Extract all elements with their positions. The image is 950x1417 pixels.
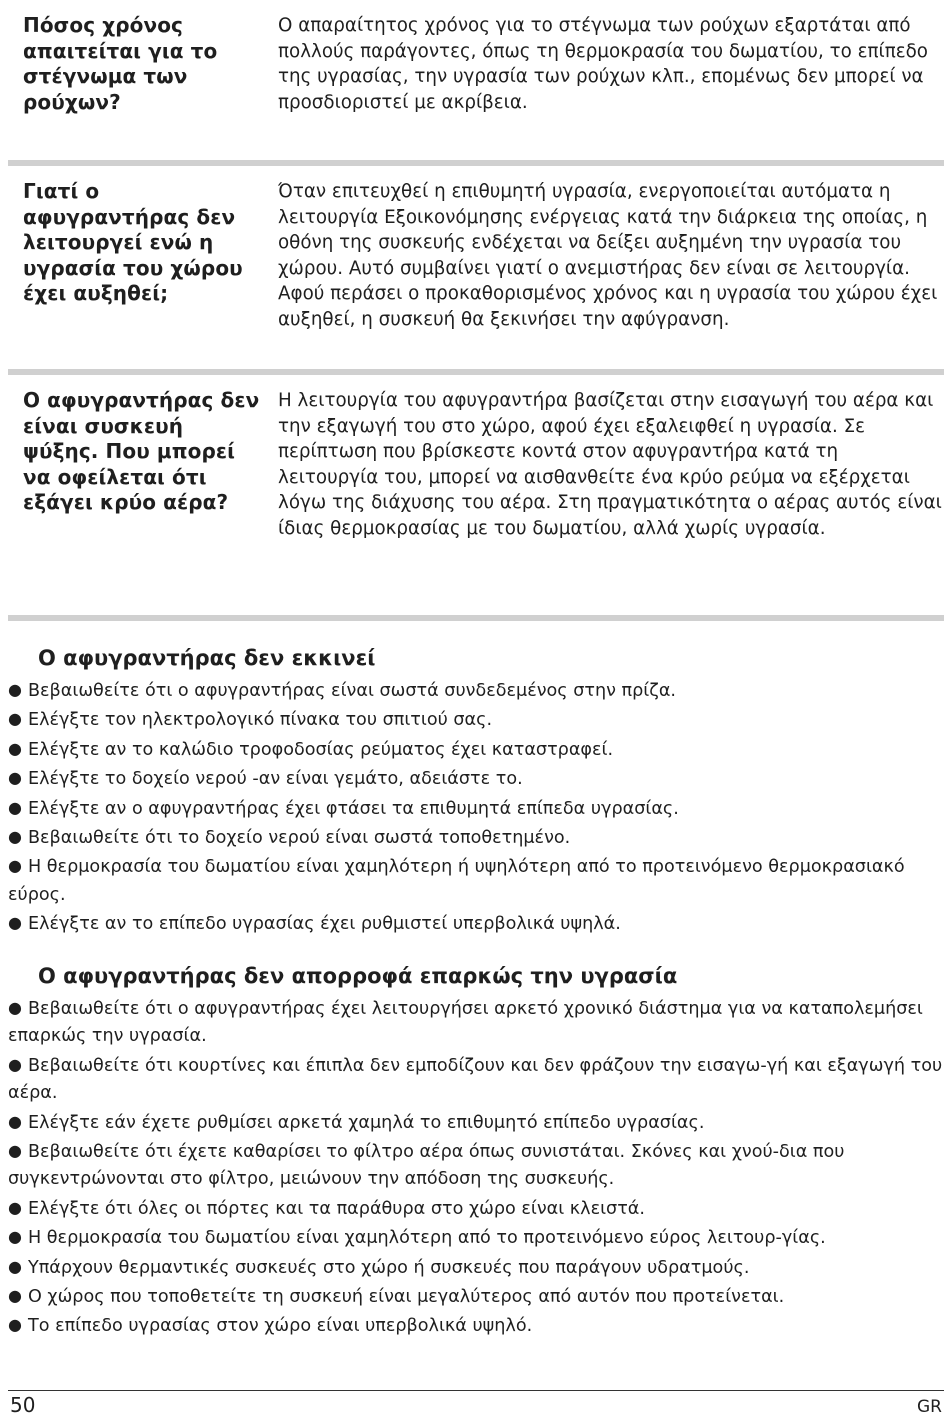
checklist-item-text: Υπάρχουν θερμαντικές συσκευές στο χώρο ή συσκευές που παράγουν υδρατμούς. bbox=[27, 1257, 750, 1278]
footer-divider bbox=[8, 1390, 944, 1391]
faq-row bbox=[8, 0, 944, 166]
checklist-item-text: Ελέγξτε αν ο αφυγραντήρας έχει φτάσει τα επιθυμητά επίπεδα υγρασίας. bbox=[27, 798, 679, 819]
checklist-item-text: Ελέγξτε τον ηλεκτρολογικό πίνακα του σπιτιού σας. bbox=[27, 710, 493, 731]
checklist-item bbox=[8, 1253, 946, 1282]
checklist-item-text: Βεβαιωθείτε ότι το δοχείο νερού είναι σωστά τοποθετημένο. bbox=[27, 828, 571, 849]
troubleshooting-section-not-starting bbox=[8, 644, 946, 939]
checklist-item bbox=[8, 994, 946, 1051]
checklist-item bbox=[8, 1282, 946, 1311]
checklist-item-text: Βεβαιωθείτε ότι έχετε καθαρίσει το φίλτρο αέρα όπως συνιστάται. Σκόνες και χνού-δια που συγκεντρώνονται στο φίλτρο, μειώνουν την απόδοση της συσκευής. bbox=[8, 1142, 845, 1190]
section-heading: Ο αφυγραντήρας δεν απορροφά επαρκώς την υγρασία bbox=[38, 964, 678, 988]
bullet-icon: ● bbox=[8, 768, 22, 788]
checklist-item-text: Βεβαιωθείτε ότι κουρτίνες και έπιπλα δεν εμποδίζουν και δεν φράζουν την εισαγω-γή και εξαγωγή του αέρα. bbox=[8, 1055, 943, 1104]
faq-question: Πόσος χρόνος απαιτείται για το στέγνωμα των ρούχων? bbox=[23, 13, 218, 114]
bullet-icon: ● bbox=[8, 856, 22, 876]
checklist bbox=[8, 994, 946, 1341]
checklist-item bbox=[8, 1108, 946, 1137]
bullet-icon: ● bbox=[8, 1256, 22, 1276]
checklist-item-text: Ελέγξτε εάν έχετε ρυθμίσει αρκετά χαμηλά το επιθυμητό επίπεδο υγρασίας. bbox=[27, 1112, 705, 1133]
bullet-icon: ● bbox=[8, 1054, 22, 1074]
checklist-item bbox=[8, 1137, 946, 1194]
faq-question: Ο αφυγραντήρας δεν είναι συσκευή ψύξης. Που μπορεί να οφείλεται ότι εξάγει κρύο αέρα? bbox=[23, 388, 260, 514]
bullet-icon: ● bbox=[8, 680, 22, 699]
bullet-icon: ● bbox=[8, 738, 22, 758]
bullet-icon: ● bbox=[8, 1227, 22, 1247]
section-heading: Ο αφυγραντήρας δεν εκκινεί bbox=[38, 646, 376, 670]
bullet-icon: ● bbox=[8, 998, 22, 1017]
checklist-item bbox=[8, 676, 946, 705]
faq-answer: Όταν επιτευχθεί η επιθυμητή υγρασία, ενεργοποιείται αυτόματα η λειτουργία Εξοικονόμησης ενέργειας κατά την διάρκεια της οποίας, η οθόνη της συσκευής ενδέχεται να δείξει αυξημένη την υγρασία του χώρου. Αυτό συμβαίνει γιατί ο ανεμιστήρας δεν είναι σε λειτουργία. Αφού περάσει ο προκαθορισμένος χρόνος και η υγρασία του χώρου έχει αυξηθεί, η συσκευή θα ξεκινήσει την αφύγρανση. bbox=[278, 181, 938, 330]
checklist-item bbox=[8, 764, 946, 793]
checklist-item-text: Ο χώρος που τοποθετείτε τη συσκευή είναι μεγαλύτερος από αυτόν που προτείνεται. bbox=[27, 1287, 785, 1308]
bullet-icon: ● bbox=[8, 797, 22, 817]
checklist-item bbox=[8, 735, 946, 764]
troubleshooting-section-low-absorption bbox=[8, 962, 946, 1341]
bullet-icon: ● bbox=[8, 709, 22, 729]
checklist-item bbox=[8, 1194, 946, 1223]
bullet-icon: ● bbox=[8, 1197, 22, 1217]
faq-row bbox=[8, 166, 944, 375]
checklist-item-text: Βεβαιωθείτε ότι ο αφυγραντήρας είναι σωστά συνδεδεμένος στην πρίζα. bbox=[27, 681, 677, 701]
bullet-icon: ● bbox=[8, 1286, 22, 1306]
checklist-item-text: Ελέγξτε ότι όλες οι πόρτες και τα παράθυρα στο χώρο είναι κλειστά. bbox=[27, 1198, 645, 1219]
checklist-item-text: Ελέγξτε αν το επίπεδο υγρασίας έχει ρυθμιστεί υπερβολικά υψηλά. bbox=[27, 914, 621, 935]
checklist-item-text: Βεβαιωθείτε ότι ο αφυγραντήρας έχει λειτουργήσει αρκετό χρονικό διάστημα για να καταπολεμήσει επαρκώς την υγρασία. bbox=[8, 999, 923, 1047]
checklist-item-text: Ελέγξτε το δοχείο νερού -αν είναι γεμάτο, αδειάστε το. bbox=[27, 769, 523, 790]
bullet-icon: ● bbox=[8, 827, 22, 847]
checklist-item-text: Η θερμοκρασία του δωματίου είναι χαμηλότερη από το προτεινόμενο εύρος λειτουρ-γίας. bbox=[27, 1228, 826, 1249]
faq-answer: Η λειτουργία του αφυγραντήρα βασίζεται στην εισαγωγή του αέρα και την εξαγωγή του στο χώρο, αφού έχει εξαλειφθεί η υγρασία. Σε περίπτωση που βρίσκεστε κοντά στον αφυγραντήρα κατά τη λειτουργία του, μπορεί να αισθανθείτε ένα κρύο ρεύμα να εξέρχεται λόγω της διάχυσης του αέρα. Στη πραγματικότητα ο αέρας αυτός είναι ίδιας θερμοκρασίας με του δωματίου, αλλά χωρίς υγρασία. bbox=[278, 390, 942, 539]
checklist-item bbox=[8, 823, 946, 852]
checklist-item bbox=[8, 852, 946, 909]
bullet-icon: ● bbox=[8, 1111, 22, 1131]
checklist-item bbox=[8, 1051, 946, 1108]
faq-row bbox=[8, 375, 944, 621]
checklist-item bbox=[8, 909, 946, 938]
checklist-item bbox=[8, 1311, 946, 1340]
checklist-item bbox=[8, 794, 946, 823]
checklist bbox=[8, 676, 946, 939]
bullet-icon: ● bbox=[8, 1315, 22, 1335]
checklist-item-text: Ελέγξτε αν το καλώδιο τροφοδοσίας ρεύματος έχει καταστραφεί. bbox=[27, 739, 614, 760]
checklist-item-text: Η θερμοκρασία του δωματίου είναι χαμηλότερη ή υψηλότερη από το προτεινόμενο θερμοκρασιακό εύρος. bbox=[8, 857, 905, 905]
faq-answer: Ο απαραίτητος χρόνος για το στέγνωμα των ρούχων εξαρτάται από πολλούς παράγοντες, όπως τη θερμοκρασία του δωματίου, το επίπεδο της υγρασίας, την υγρασία των ρούχων κλπ., επομένως δεν μπορεί να προσδιοριστεί με ακρίβεια. bbox=[278, 15, 928, 113]
checklist-item bbox=[8, 705, 946, 734]
faq-question: Γιατί ο αφυγραντήρας δεν λειτουργεί ενώ η υγρασία του χώρου έχει αυξηθεί; bbox=[23, 179, 243, 305]
page-number: 50 bbox=[10, 1393, 36, 1417]
bullet-icon: ● bbox=[8, 913, 22, 933]
language-code: GR bbox=[917, 1397, 942, 1417]
checklist-item bbox=[8, 1223, 946, 1252]
bullet-icon: ● bbox=[8, 1141, 22, 1161]
checklist-item-text: Το επίπεδο υγρασίας στον χώρο είναι υπερβολικά υψηλό. bbox=[27, 1316, 533, 1337]
faq-table bbox=[8, 0, 944, 621]
